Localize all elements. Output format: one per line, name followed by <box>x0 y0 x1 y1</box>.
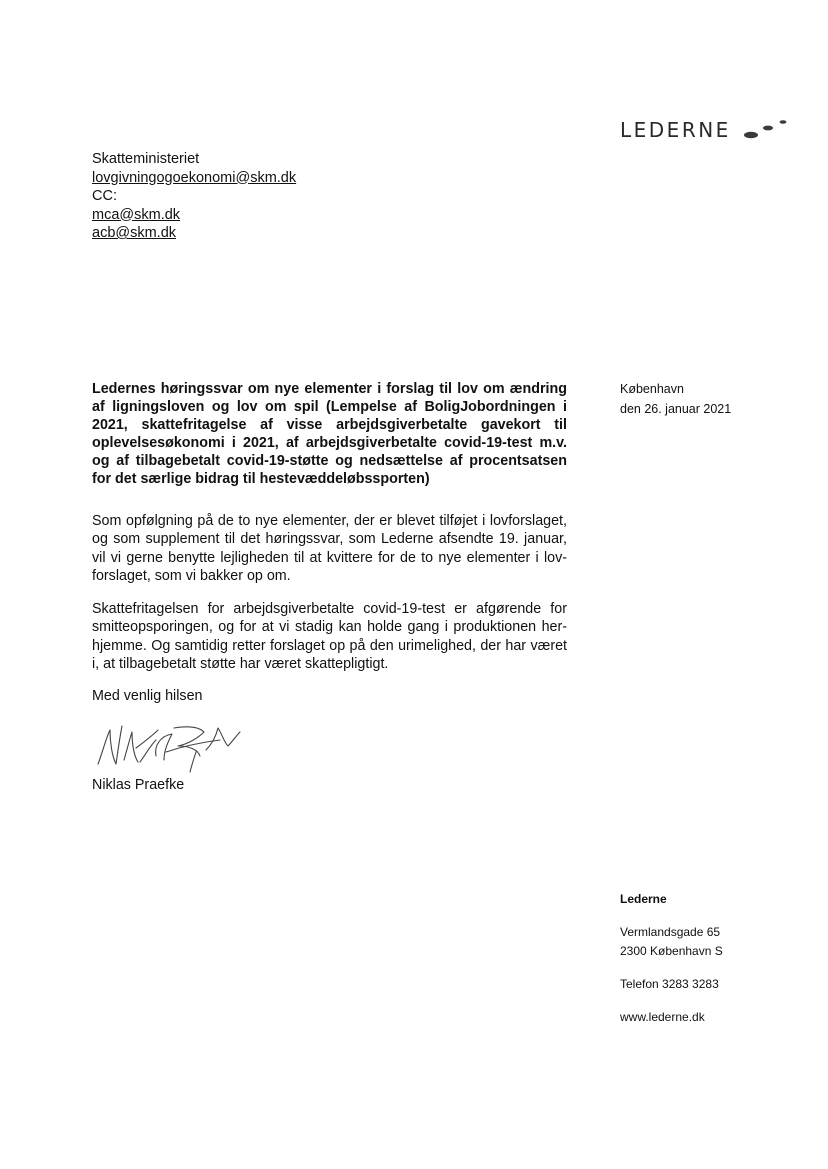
signer-name: Niklas Praefke <box>92 777 185 793</box>
closing-salutation: Med venlig hilsen <box>92 688 203 704</box>
subject-heading: Ledernes høringssvar om nye elementer i forslag til lov om ændring af ligningsloven og lov om spil (Lempelse af BoligJobordningen i 2021, skattefritagelse af visse arbejdsgiverbetalte gavekort til oplevelsesøkonomi i 2021, af arbejdsgiverbetalte covid-19-test m.v. og af tilbagebetalt covid-19-støtte og nedsættelse af procentsatsen for det særlige bidrag til hestevæddeløbssporten) <box>92 381 567 487</box>
organization-phone: Telefon 3283 3283 <box>620 977 719 991</box>
logo-dots-icon <box>744 116 794 144</box>
organization-street: Vermlandsgade 65 <box>620 925 721 939</box>
signature-image <box>94 716 244 776</box>
recipient-name: Skatteministeriet <box>92 151 200 167</box>
lederne-logo <box>620 116 800 146</box>
cc-email-link-1[interactable]: mca@skm.dk <box>92 206 181 223</box>
place: København <box>620 382 684 396</box>
date: den 26. januar 2021 <box>620 402 732 416</box>
organization-city: 2300 København S <box>620 944 723 958</box>
recipient-email-link[interactable]: lovgivningogoekonomi@skm.dk <box>92 169 297 186</box>
body-paragraph-2: Skattefritagelsen for arbejdsgiverbetalte covid-19-test er afgørende for smitteopsporingen, og for at vi stadig kan holde gang i produktionen herhjemme. Og samtidig retter forslaget op på den urimelighed, der har været i, at tilbagebetalt støtte har været skattepligtigt. <box>92 601 567 673</box>
organization-block <box>620 890 800 1027</box>
recipient-block <box>92 150 296 243</box>
cc-label: CC: <box>92 188 117 204</box>
place-date-block <box>620 379 731 419</box>
body-paragraph-1: Som opfølgning på de to nye elementer, der er blevet tilføjet i lovforslaget, og som supplement til det høringssvar, som Lederne afsendte 19. januar, vil vi gerne benytte lejligheden til at kvittere for de to nye elementer i lovforslaget, som vi bakker op om. <box>92 513 567 585</box>
logo-text: LEDERNE <box>620 118 731 142</box>
organization-name: Lederne <box>620 892 667 906</box>
organization-website-link[interactable]: www.lederne.dk <box>620 1010 705 1024</box>
cc-email-link-2[interactable]: acb@skm.dk <box>92 225 177 241</box>
